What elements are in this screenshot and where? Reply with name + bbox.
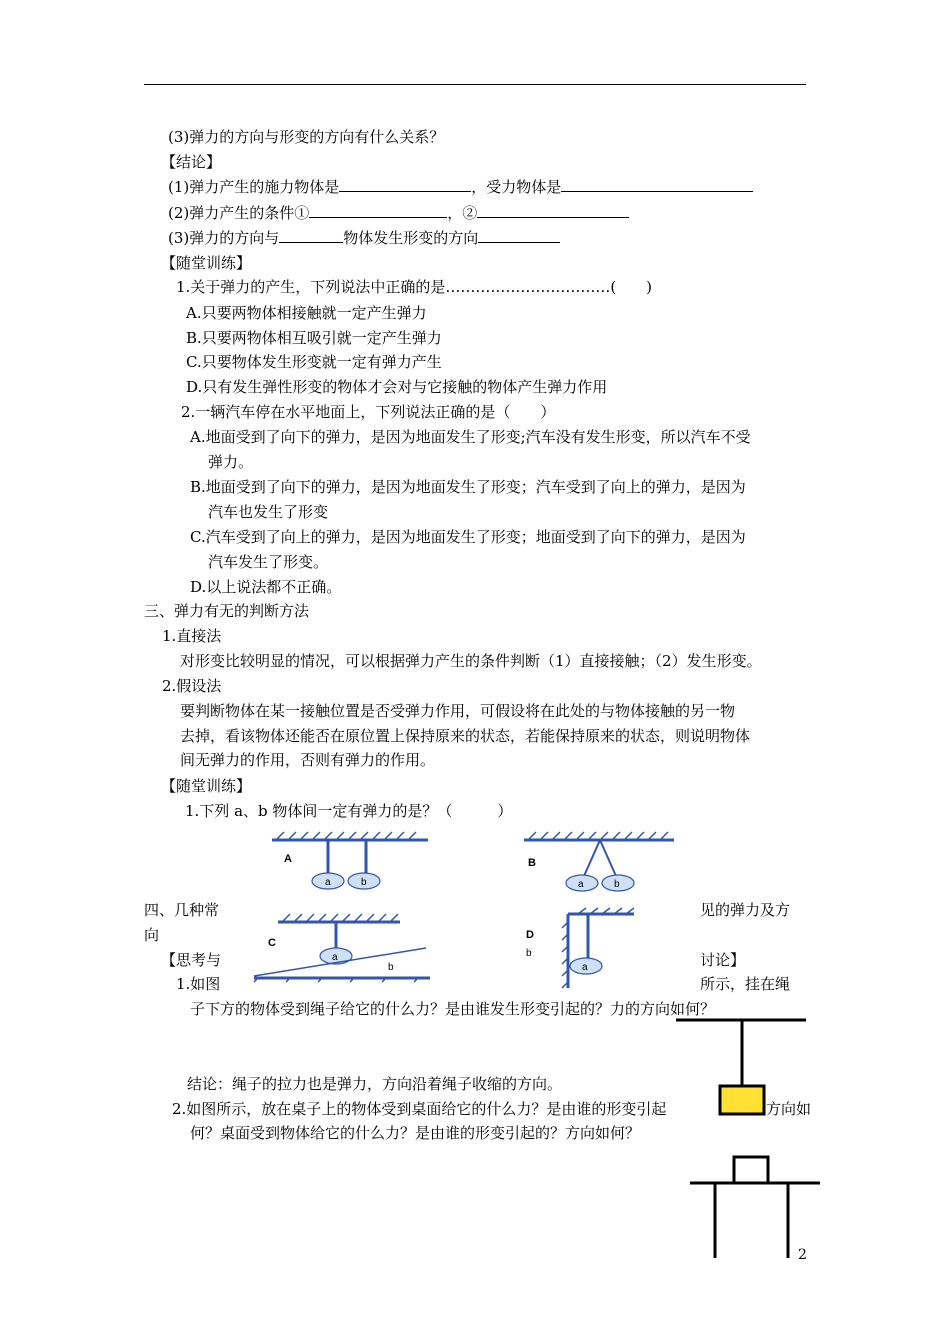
figure-b (520, 830, 680, 894)
practice-heading: 【随堂训练】 (161, 254, 252, 272)
discussion-2-cont: 何？桌面受到物体给它的什么力？是由谁的形变引起的？方向如何？ (190, 1124, 641, 1142)
conclusion-1: (1)弹力产生的施力物体是 ，受力物体是 (168, 177, 753, 197)
hanging-block-figure (676, 1016, 810, 1116)
label-a: a (332, 952, 338, 963)
answer-blank (477, 203, 629, 218)
label-a: a (582, 962, 588, 973)
option-c: C.只要物体发生形变就一定有弹力产生 (186, 353, 442, 371)
option-b-cont: 汽车也发生了形变 (208, 503, 329, 521)
answer-blank (279, 228, 343, 243)
figure-c (250, 908, 435, 983)
discussion-heading-cont: 讨论】 (700, 951, 746, 969)
practice-question-2: 2.一辆汽车停在水平地面上，下列说法正确的是（ ） (181, 403, 556, 421)
practice-question-1: 1.关于弹力的产生，下列说法中正确的是……………………………( ) (176, 278, 653, 296)
question-3: (3)弹力的方向与形变的方向有什么关系？ (168, 128, 445, 146)
header-rule (144, 84, 806, 85)
method-2-text: 要判断物体在某一接触位置是否受弹力作用，可假设将在此处的与物体接触的另一物 (180, 702, 736, 720)
option-a: A.地面受到了向下的弹力，是因为地面发生了形变;汽车没有发生形变，所以汽车不受 (190, 428, 751, 446)
label-B: B (528, 857, 536, 869)
method-1-title: 1.直接法 (162, 627, 222, 645)
method-1-text: 对形变比较明显的情况，可以根据弹力产生的条件判断（1）直接接触；（2）发生形变。 (180, 652, 762, 670)
conclusion-3: (3)弹力的方向与 物体发生形变的方向 (168, 228, 560, 248)
discussion-1-conclusion: 结论：绳子的拉力也是弹力，方向沿着绳子收缩的方向。 (187, 1075, 563, 1093)
conclusion-2: (2)弹力产生的条件① ，② (168, 203, 629, 223)
section-4-title: 四、几种常 (144, 901, 220, 919)
discussion-1-cont: 所示，挂在绳 (700, 975, 791, 993)
section-4-title-cont: 向 (144, 926, 160, 944)
discussion-2-cont: 方向如 (766, 1100, 812, 1118)
label-b: b (388, 962, 394, 973)
practice-heading: 【随堂训练】 (161, 777, 252, 795)
figure-a (270, 830, 430, 892)
option-c-cont: 汽车发生了形变。 (208, 553, 329, 571)
discussion-heading: 【思考与 (161, 951, 222, 969)
method-2-title: 2.假设法 (162, 677, 222, 695)
option-b: B.只要两物体相互吸引就一定产生弹力 (186, 329, 442, 347)
option-a: A.只要两物体相接触就一定产生弹力 (186, 304, 427, 322)
label-b: b (361, 877, 367, 888)
label-A: A (284, 853, 292, 865)
option-c: C.汽车受到了向上的弹力，是因为地面发生了形变；地面受到了向下的弹力，是因为 (190, 528, 746, 546)
conclusion-heading: 【结论】 (161, 153, 222, 171)
option-d: D.只有发生弹性形变的物体才会对与它接触的物体产生弹力作用 (186, 378, 608, 396)
label-a: a (578, 879, 584, 890)
discussion-1: 1.如图 (176, 975, 221, 993)
section-4-title-cont: 见的弹力及方 (700, 901, 791, 919)
option-d: D.以上说法都不正确。 (190, 578, 342, 596)
answer-blank (561, 177, 753, 192)
answer-blank (339, 177, 471, 192)
label-D: D (526, 929, 534, 941)
label-b: b (526, 948, 532, 959)
label-b: b (614, 879, 620, 890)
figure-d (520, 908, 645, 990)
label-C: C (268, 937, 276, 949)
label-a: a (325, 877, 331, 888)
section-3-title: 三、弹力有无的判断方法 (144, 602, 310, 620)
option-a-cont: 弹力。 (208, 453, 254, 471)
answer-blank (478, 228, 560, 243)
page-number: 2 (798, 1247, 807, 1263)
discussion-1-cont: 子下方的物体受到绳子给它的什么力？是由谁发生形变引起的？力的方向如何？ (190, 1000, 716, 1018)
discussion-2: 2.如图所示，放在桌子上的物体受到桌面给它的什么力？是由谁的形变引起 (172, 1100, 667, 1118)
option-b: B.地面受到了向下的弹力，是因为地面发生了形变；汽车受到了向上的弹力，是因为 (190, 478, 746, 496)
answer-blank (309, 203, 447, 218)
practice-question-3: 1.下列 a、b 物体间一定有弹力的是？（ ） (185, 802, 513, 820)
method-2-text: 间无弹力的作用，否则有弹力的作用。 (180, 751, 436, 769)
table-block-figure (688, 1154, 822, 1258)
method-2-text: 去掉，看该物体还能否在原位置上保持原来的状态，若能保持原来的状态，则说明物体 (180, 727, 751, 745)
